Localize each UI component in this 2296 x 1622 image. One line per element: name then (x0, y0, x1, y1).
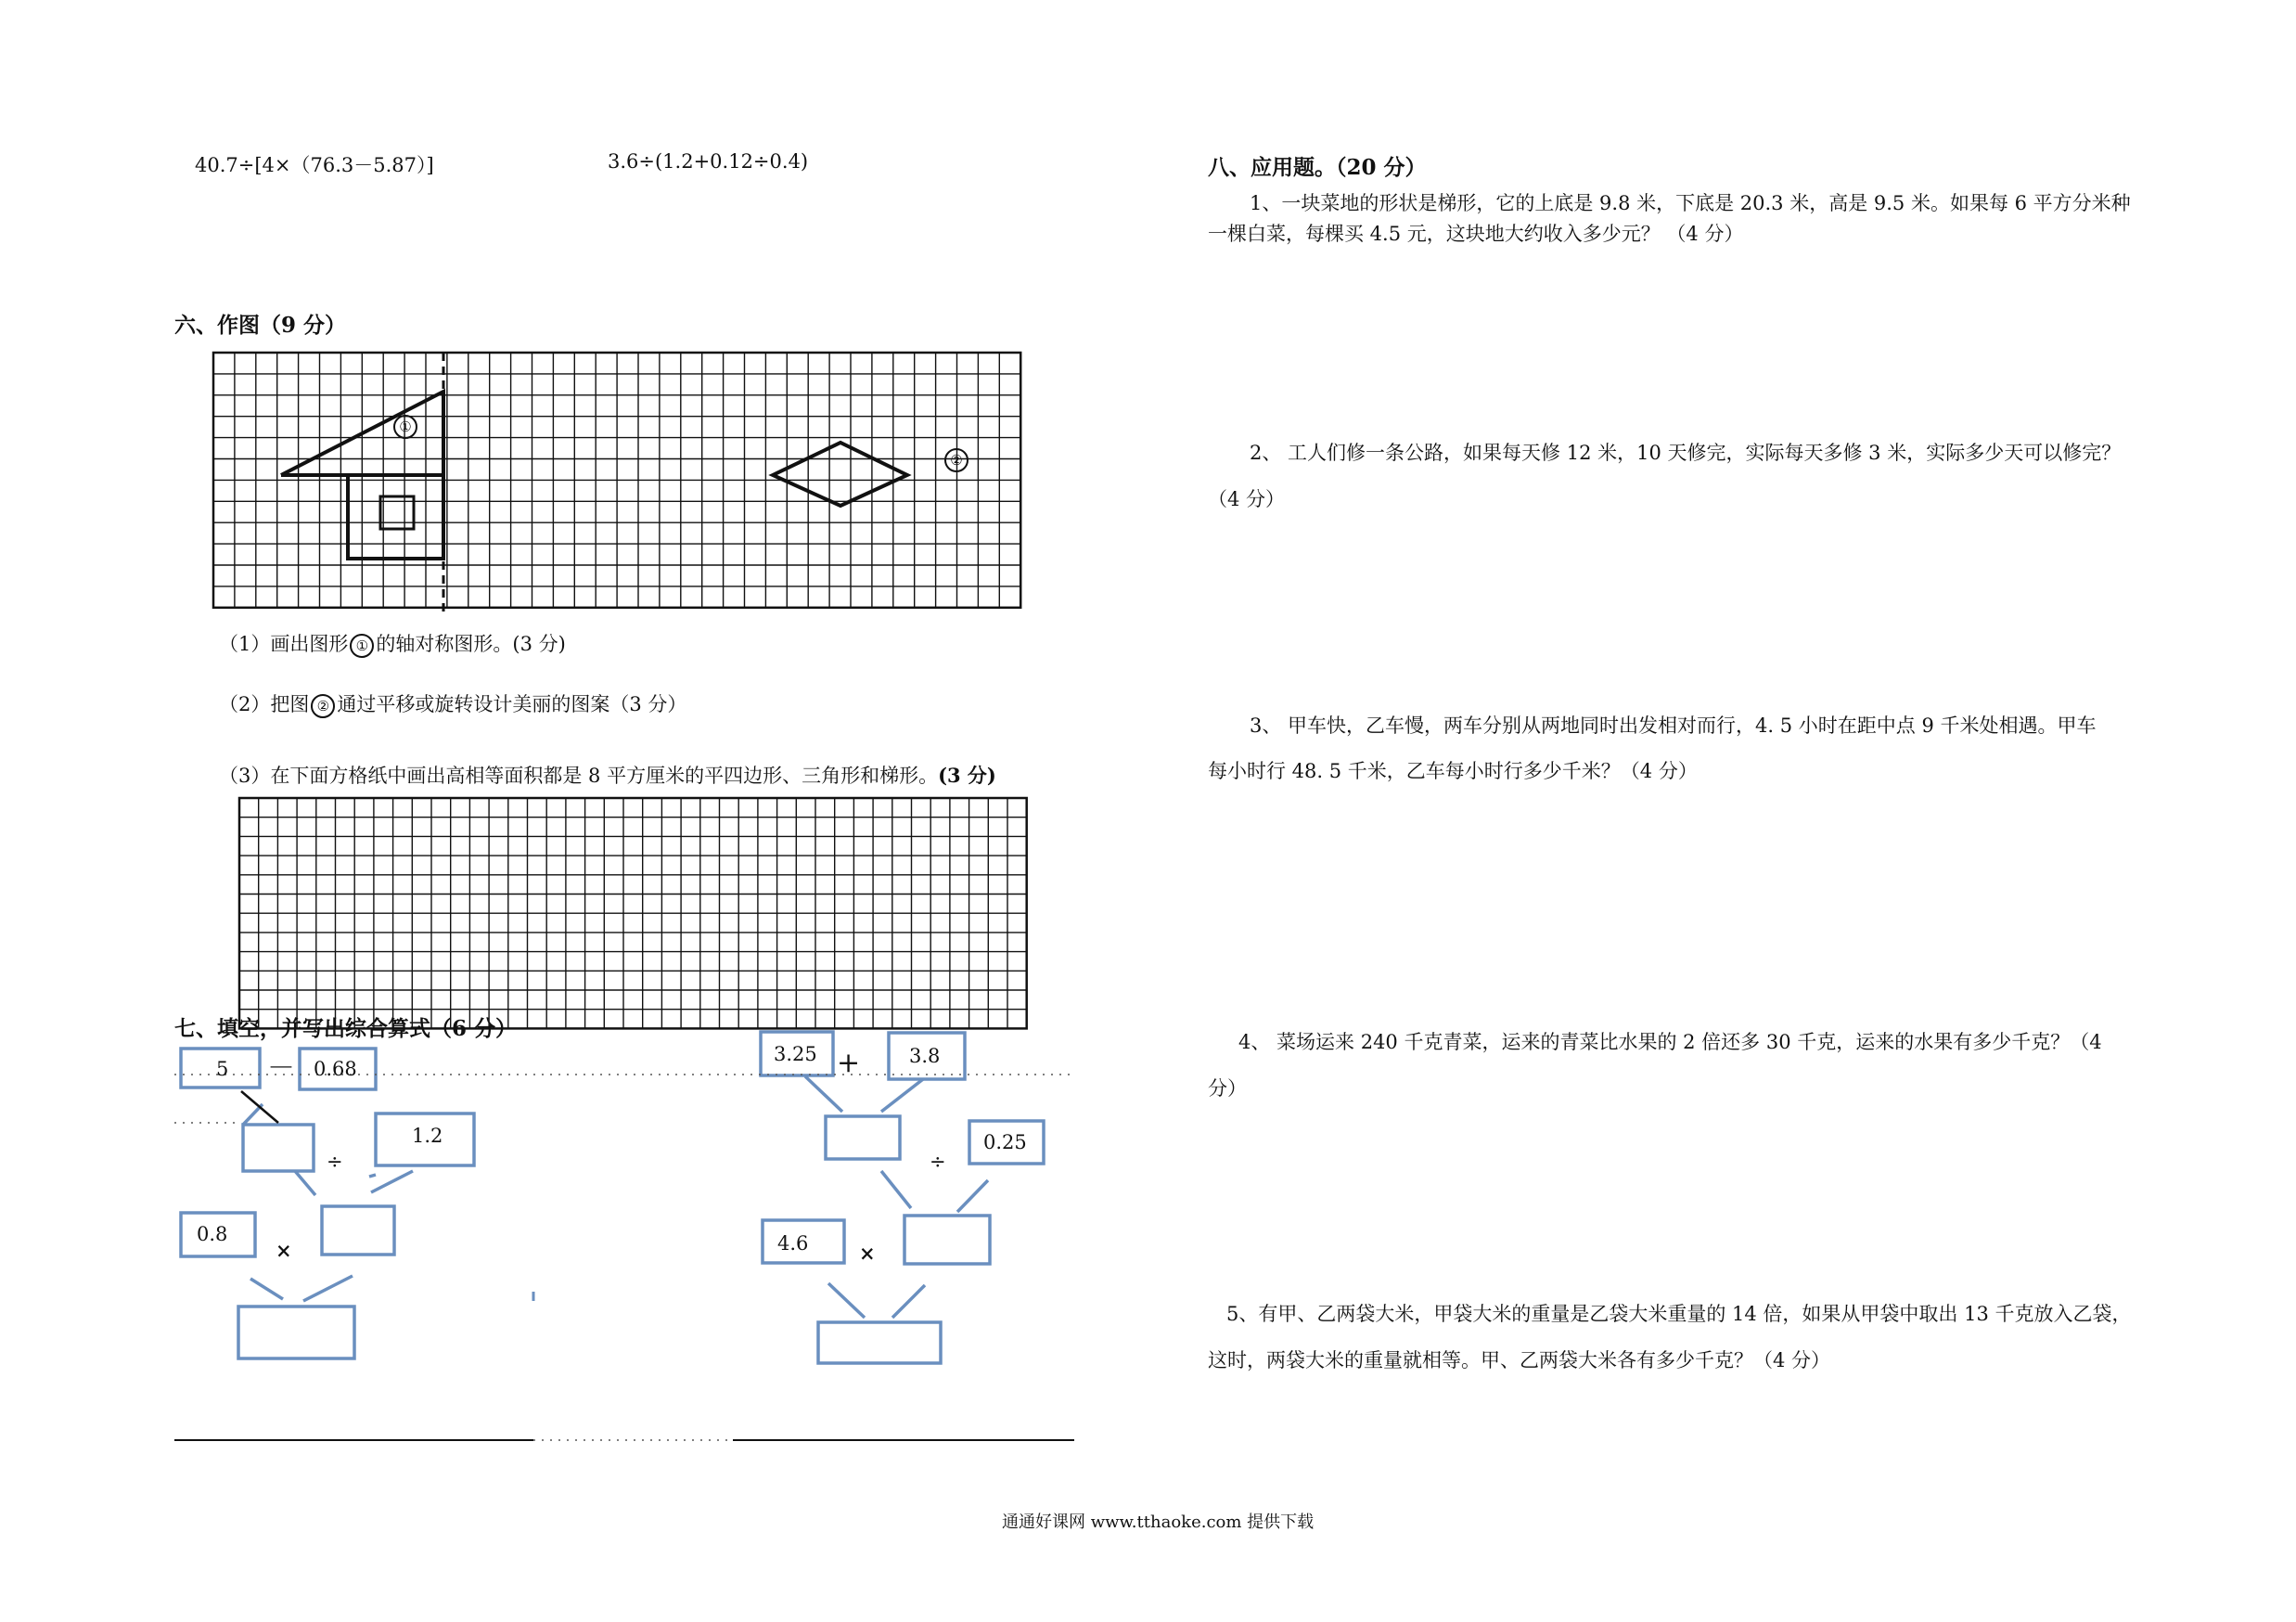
footer-credit: 通通好课网 www.tthaoke.com 提供下载 (1002, 1513, 1315, 1532)
grid-lower (239, 798, 1027, 1028)
right-value-b: 3.8 (909, 1045, 941, 1067)
left-op-times: × (276, 1239, 292, 1262)
right-op-divide: ÷ (930, 1151, 946, 1173)
left-value-a: 5 (216, 1058, 229, 1080)
left-op-divide: ÷ (327, 1151, 343, 1173)
q8-3-line2: 每小时行 48. 5 千米，乙车每小时行多少千米？（4 分） (1208, 760, 1698, 782)
q8-5-line1: 5、有甲、乙两袋大米，甲袋大米的重量是乙袋大米重量的 14 倍，如果从甲袋中取出 13 千克放入乙袋， (1226, 1303, 2132, 1325)
q8-1-line2: 一棵白菜，每棵买 4.5 元，这块地大约收入多少元？ （4 分） (1208, 223, 1744, 245)
q8-4-line2: 分） (1208, 1077, 1247, 1100)
q8-1-line1: 1、一块菜地的形状是梯形，它的上底是 9.8 米，下底是 20.3 米，高是 9.5 米。如果每 6 平方分米种 (1250, 192, 2131, 214)
shape-1-label: ① (391, 414, 419, 439)
box-l-res (238, 1307, 354, 1358)
box-l-r2 (322, 1206, 394, 1255)
left-op-minus: － (267, 1052, 295, 1085)
right-value-d: 4.6 (777, 1232, 809, 1255)
q8-2-line1: 2、 工人们修一条公路，如果每天修 12 米，10 天修完，实际每天多修 3 米，实际多少天可以修完？ (1250, 442, 2122, 464)
shape-2-label: ② (943, 447, 970, 472)
box-r-r2 (904, 1216, 990, 1264)
right-value-c: 0.25 (983, 1131, 1027, 1153)
right-value-a: 3.25 (774, 1043, 817, 1065)
section-7-title: 七、填空，并写出综合算式（6 分） (174, 1016, 518, 1041)
q8-4-line1: 4、 菜场运来 240 千克青菜，运来的青菜比水果的 2 倍还多 30 千克，运来的水果有多少千克？（4 (1238, 1031, 2102, 1053)
section-8-title: 八、应用题。（20 分） (1208, 155, 1427, 180)
section-6-title: 六、作图（9 分） (174, 313, 347, 338)
question-6-2: （2）把图 ② 通过平移或旋转设计美丽的图案（3 分） (219, 689, 686, 718)
q8-3-line1: 3、 甲车快，乙车慢，两车分别从两地同时出发相对而行，4. 5 小时在距中点 9 千米处相遇。甲车 (1250, 714, 2097, 737)
left-value-d: 0.8 (197, 1223, 228, 1245)
box-r-r1 (826, 1116, 900, 1159)
question-6-3: （3）在下面方格纸中画出高相等面积都是 8 平方厘米的平四边形、三角形和梯形。(3 分) (219, 764, 996, 787)
box-r-res (818, 1322, 941, 1363)
right-op-times: × (859, 1242, 876, 1265)
box-l-r1 (243, 1125, 314, 1171)
q8-5-line2: 这时，两袋大米的重量就相等。甲、乙两袋大米各有多少千克？（4 分） (1208, 1349, 1831, 1371)
expression-2: 3.6÷(1.2+0.12÷0.4) (608, 150, 809, 173)
question-6-1: （1）画出图形 ① 的轴对称图形。(3 分) (219, 629, 566, 658)
left-value-b: 0.68 (314, 1058, 357, 1080)
q8-2-line2: （4 分） (1208, 488, 1286, 510)
expression-1: 40.7÷[4×（76.3－5.87）] (195, 154, 434, 176)
left-value-c: 1.2 (412, 1125, 443, 1147)
shape-2-rhombus (773, 443, 907, 506)
right-op-plus: + (837, 1047, 861, 1079)
